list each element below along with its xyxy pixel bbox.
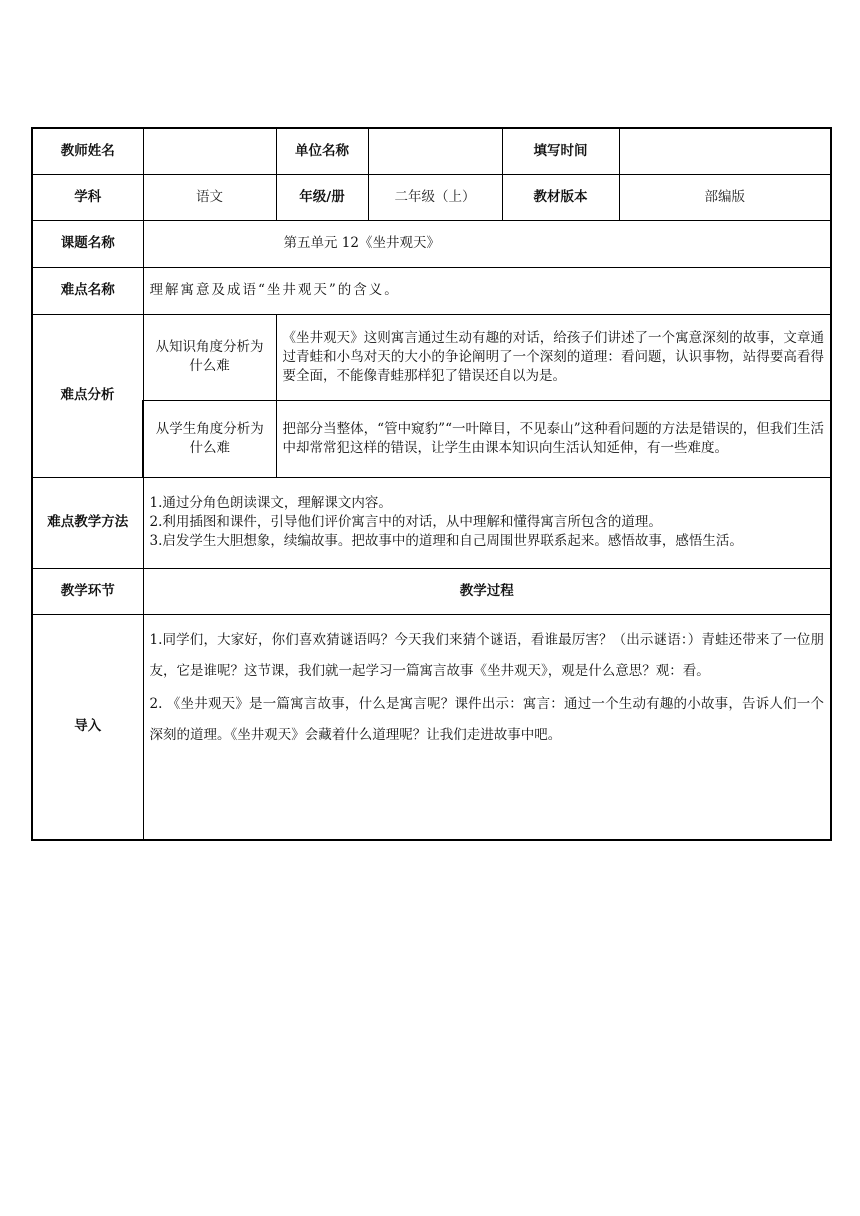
method-item: 1.通过分角色朗读课文，理解课文内容。 [149,495,392,511]
student-angle-text: 把部分当整体，“管中窥豹”“一叶障目，不见泰山”这种看问题的方法是错误的，但我们生活中却常常犯这样的错误，让学生由课本知识向生活认知延伸，有一些难度。 [276,400,831,477]
method-list [143,477,831,568]
intro-row [32,614,831,840]
analysis-row-student [32,400,831,477]
difficulty-row [32,267,831,314]
intro-content [143,614,831,840]
topic-label: 课题名称 [32,220,143,267]
difficulty-value: 理解寓意及成语“坐井观天”的含义。 [143,267,831,314]
method-item: 2.利用插图和课件，引导他们评价寓言中的对话，从中理解和懂得寓言所包含的道理。 [149,514,662,530]
analysis-label: 难点分析 [32,314,143,477]
subject-label: 学科 [32,174,143,220]
grade-value: 二年级（上） [368,174,502,220]
intro-paragraph-1: 1.同学们，大家好，你们喜欢猜谜语吗？今天我们来猜个谜语，看谁最厉害？（出示谜语：）青蛙还带来了一位朋友，它是谁呢？这节课，我们就一起学习一篇寓言故事《坐井观天》，观是什么意思？观：看。 [149,631,824,679]
header-row-2 [32,174,831,220]
header-row-1 [32,128,831,174]
teaching-process-label: 教学过程 [143,568,831,614]
teaching-section-label: 教学环节 [32,568,143,614]
teacher-name-field[interactable] [143,128,276,174]
intro-label: 导入 [32,614,143,840]
method-label: 难点教学方法 [32,477,143,568]
unit-name-label: 单位名称 [276,128,368,174]
difficulty-label: 难点名称 [32,267,143,314]
edition-value: 部编版 [619,174,831,220]
edition-label: 教材版本 [502,174,619,220]
date-field[interactable] [619,128,831,174]
unit-name-field[interactable] [368,128,502,174]
student-angle-label: 从学生角度分析为什么难 [143,400,276,477]
method-row [32,477,831,568]
lesson-plan-table [31,127,832,841]
teacher-name-label: 教师姓名 [32,128,143,174]
knowledge-angle-text: 《坐井观天》这则寓言通过生动有趣的对话，给孩子们讲述了一个寓意深刻的故事，文章通过青蛙和小鸟对天的大小的争论阐明了一个深刻的道理：看问题，认识事物，站得要高看得要全面，不能像青蛙那样犯了错误还自以为是。 [276,314,831,400]
process-header-row [32,568,831,614]
knowledge-angle-label: 从知识角度分析为什么难 [143,314,276,400]
grade-label: 年级/册 [276,174,368,220]
topic-row [32,220,831,267]
subject-value: 语文 [143,174,276,220]
intro-paragraph-2: 2. 《坐井观天》是一篇寓言故事，什么是寓言呢？课件出示：寓言：通过一个生动有趣的小故事，告诉人们一个深刻的道理。《坐井观天》会藏着什么道理呢？让我们走进故事中吧。 [149,695,824,743]
topic-value: 第五单元 12《坐井观天》 [143,220,831,267]
date-label: 填写时间 [502,128,619,174]
method-item: 3.启发学生大胆想象，续编故事。把故事中的道理和自己周围世界联系起来。感悟故事，感悟生活。 [149,533,743,549]
analysis-row-knowledge [32,314,831,400]
